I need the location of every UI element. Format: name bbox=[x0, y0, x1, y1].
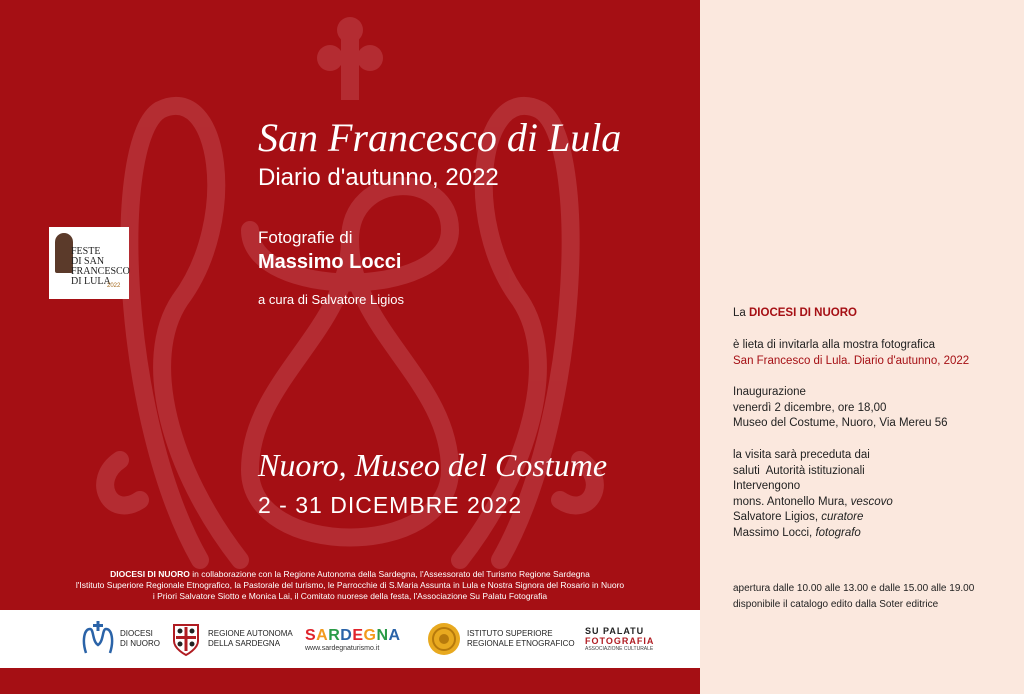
sardegna-url: www.sardegnaturismo.it bbox=[305, 644, 380, 652]
venue-title: Nuoro, Museo del Costume bbox=[258, 447, 608, 483]
bottom-strip bbox=[0, 668, 700, 694]
invite-org: DIOCESI DI NUORO bbox=[749, 307, 857, 319]
credits-line-3: i Priori Salvatore Siotto e Monica Lai, il Comitato nuorese della festa, l'Associazione Su Palatu Fotografia bbox=[152, 591, 548, 601]
logo-su-palatu: SU PALATU FOTOGRAFIA ASSOCIAZIONE CULTURALE bbox=[585, 626, 655, 652]
inauguration-block: Inaugurazione venerdì 2 dicembre, ore 18,00 Museo del Costume, Nuoro, Via Mereu 56 bbox=[733, 386, 948, 429]
credits-line-1: in collaborazione con la Regione Autonoma della Sardegna, l'Assessorato del Turismo Regione Sardegna bbox=[189, 569, 590, 579]
hours-block: apertura dalle 10.00 alle 13.00 e dalle 15.00 alle 19.00 disponibile il catalogo edito dalla Soter editrice bbox=[733, 583, 975, 610]
credits-line-2: l'Istituto Superiore Regionale Etnografico, la Pastorale del turismo, le Parrocchie di S.Maria Assunta in Lula e Nostra Signora del Rosario in Nuoro bbox=[75, 580, 625, 590]
invite-message: è lieta di invitarla alla mostra fotografica San Francesco di Lula. Diario d'autunno, 2022 bbox=[733, 338, 969, 369]
credits-block bbox=[14, 569, 686, 602]
festival-logo bbox=[49, 227, 129, 299]
exhibition-title: San Francesco di Lula bbox=[258, 115, 622, 160]
speakers-block: la visita sarà preceduta dai saluti Autorità istituzionali Intervengono mons. Antonello Mura, vescovo Salvatore Ligios, curatore Massimo Locci, fotografo bbox=[733, 449, 893, 539]
isre-sun-icon bbox=[427, 622, 461, 656]
invite-exhibition-title: San Francesco di Lula. Diario d'autunno, 2022 bbox=[733, 354, 970, 367]
curator-line: a cura di Salvatore Ligios bbox=[258, 292, 404, 307]
logo-diocesi: DIOCESI DI NUORO bbox=[82, 610, 160, 668]
logo-sardegna bbox=[305, 610, 401, 668]
photo-credit-label: Fotografie di bbox=[258, 228, 353, 247]
photographer-name: Massimo Locci bbox=[258, 251, 402, 273]
credits-org: DIOCESI DI NUORO bbox=[110, 569, 190, 579]
festival-logo-text: FESTE DI SAN FRANCESCO DI LULA bbox=[71, 246, 130, 287]
exhibition-dates: 2 - 31 DICEMBRE 2022 bbox=[258, 492, 523, 518]
logo-regione: REGIONE AUTONOMA DELLA SARDEGNA bbox=[170, 610, 293, 668]
sardinia-crest-icon bbox=[170, 621, 202, 657]
sponsor-logo-bar bbox=[0, 610, 700, 668]
exhibition-subtitle: Diario d'autunno, 2022 bbox=[258, 164, 499, 191]
logo-isre: ISTITUTO SUPERIORE REGIONALE ETNOGRAFICO bbox=[427, 610, 575, 668]
diocesi-monogram-icon bbox=[82, 621, 114, 657]
sardegna-wordmark: SARDEGNA bbox=[305, 626, 401, 644]
invite-intro: La DIOCESI DI NUORO bbox=[733, 307, 857, 319]
festival-logo-year: 2022 bbox=[107, 283, 121, 289]
